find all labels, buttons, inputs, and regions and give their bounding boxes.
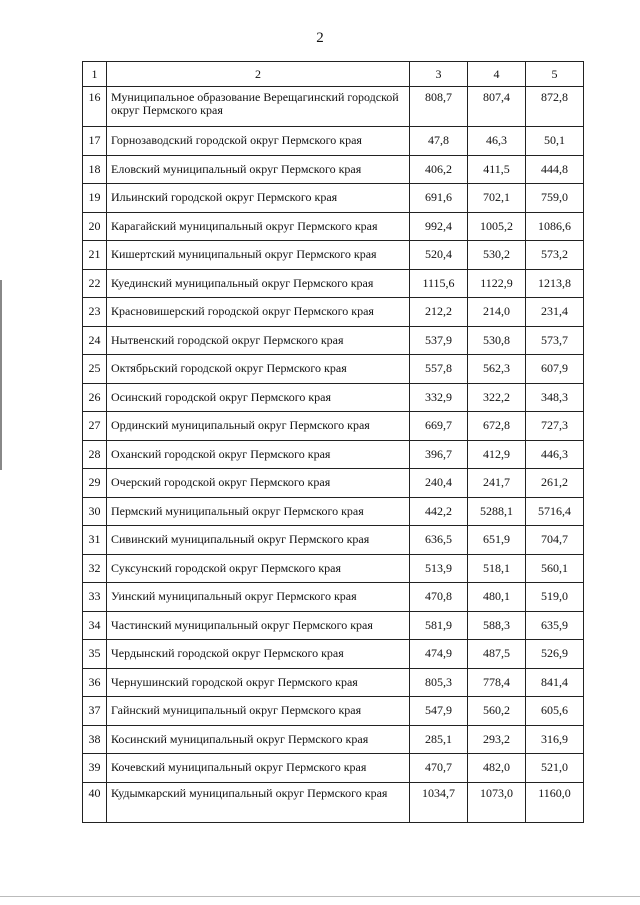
- table-row: [83, 440, 584, 469]
- table-row: [83, 87, 584, 127]
- row-value-col3: 808,7: [410, 87, 468, 127]
- row-value-col5: 444,8: [526, 155, 584, 184]
- row-number: 19: [83, 184, 107, 213]
- row-value-col4: 562,3: [468, 355, 526, 384]
- row-value-col5: 560,1: [526, 554, 584, 583]
- page-number: 2: [316, 30, 324, 46]
- row-name: Карагайский муниципальный округ Пермского края: [107, 212, 410, 241]
- row-name: Оханский городской округ Пермского края: [107, 440, 410, 469]
- row-value-col3: 470,7: [410, 754, 468, 783]
- row-value-col4: 702,1: [468, 184, 526, 213]
- row-value-col3: 992,4: [410, 212, 468, 241]
- row-value-col4: 560,2: [468, 697, 526, 726]
- row-value-col4: 487,5: [468, 640, 526, 669]
- row-value-col4: 672,8: [468, 412, 526, 441]
- row-name: Ординский муниципальный округ Пермского края: [107, 412, 410, 441]
- table-row: [83, 782, 584, 822]
- table-row: [83, 754, 584, 783]
- row-value-col4: 1005,2: [468, 212, 526, 241]
- row-name: Кочевский муниципальный округ Пермского края: [107, 754, 410, 783]
- row-value-col3: 547,9: [410, 697, 468, 726]
- row-name: Куединский муниципальный округ Пермского края: [107, 269, 410, 298]
- row-number: 16: [83, 87, 107, 127]
- row-value-col4: 778,4: [468, 668, 526, 697]
- table-row: [83, 241, 584, 270]
- row-number: 33: [83, 583, 107, 612]
- row-number: 39: [83, 754, 107, 783]
- header-col-1: 1: [83, 62, 107, 87]
- row-value-col5: 1213,8: [526, 269, 584, 298]
- table-body: [83, 87, 584, 823]
- row-value-col3: 537,9: [410, 326, 468, 355]
- row-value-col5: 573,7: [526, 326, 584, 355]
- row-value-col3: 470,8: [410, 583, 468, 612]
- row-name: Осинский городской округ Пермского края: [107, 383, 410, 412]
- row-value-col4: 651,9: [468, 526, 526, 555]
- row-value-col5: 50,1: [526, 127, 584, 156]
- row-name: Гайнский муниципальный округ Пермского края: [107, 697, 410, 726]
- page-bottom-edge: [0, 896, 640, 897]
- row-number: 26: [83, 383, 107, 412]
- row-number: 38: [83, 725, 107, 754]
- row-value-col4: 322,2: [468, 383, 526, 412]
- table-row: [83, 697, 584, 726]
- row-value-col5: 5716,4: [526, 497, 584, 526]
- row-value-col5: 704,7: [526, 526, 584, 555]
- table-row: [83, 725, 584, 754]
- row-name: Кишертский муниципальный округ Пермского края: [107, 241, 410, 270]
- row-value-col3: 520,4: [410, 241, 468, 270]
- table-row: [83, 611, 584, 640]
- row-name: Нытвенский городской округ Пермского края: [107, 326, 410, 355]
- row-value-col4: 293,2: [468, 725, 526, 754]
- row-value-col3: 581,9: [410, 611, 468, 640]
- table-row: [83, 355, 584, 384]
- row-number: 22: [83, 269, 107, 298]
- row-value-col4: 1122,9: [468, 269, 526, 298]
- row-value-col3: 691,6: [410, 184, 468, 213]
- row-value-col5: 316,9: [526, 725, 584, 754]
- row-name: Сивинский муниципальный округ Пермского края: [107, 526, 410, 555]
- row-value-col3: 513,9: [410, 554, 468, 583]
- row-value-col3: 442,2: [410, 497, 468, 526]
- row-value-col3: 47,8: [410, 127, 468, 156]
- row-value-col5: 519,0: [526, 583, 584, 612]
- row-number: 34: [83, 611, 107, 640]
- row-value-col5: 872,8: [526, 87, 584, 127]
- row-value-col4: 530,2: [468, 241, 526, 270]
- row-value-col4: 480,1: [468, 583, 526, 612]
- row-value-col5: 348,3: [526, 383, 584, 412]
- row-number: 18: [83, 155, 107, 184]
- row-value-col5: 605,6: [526, 697, 584, 726]
- row-name: Чернушинский городской округ Пермского края: [107, 668, 410, 697]
- row-value-col5: 573,2: [526, 241, 584, 270]
- row-number: 21: [83, 241, 107, 270]
- row-value-col5: 759,0: [526, 184, 584, 213]
- table-row: [83, 497, 584, 526]
- row-value-col3: 406,2: [410, 155, 468, 184]
- row-value-col3: 332,9: [410, 383, 468, 412]
- header-col-4: 4: [468, 62, 526, 87]
- row-value-col4: 214,0: [468, 298, 526, 327]
- table-row: [83, 583, 584, 612]
- row-name: Кудымкарский муниципальный округ Пермского края: [107, 782, 410, 822]
- header-col-2: 2: [107, 62, 410, 87]
- row-value-col3: 396,7: [410, 440, 468, 469]
- row-value-col3: 240,4: [410, 469, 468, 498]
- row-value-col3: 805,3: [410, 668, 468, 697]
- row-value-col4: 807,4: [468, 87, 526, 127]
- header-col-3: 3: [410, 62, 468, 87]
- row-name: Частинский муниципальный округ Пермского края: [107, 611, 410, 640]
- row-name: Еловский муниципальный округ Пермского края: [107, 155, 410, 184]
- row-number: 28: [83, 440, 107, 469]
- row-value-col4: 1073,0: [468, 782, 526, 822]
- row-name: Муниципальное образование Верещагинский городской округ Пермского края: [107, 87, 410, 127]
- row-value-col5: 1086,6: [526, 212, 584, 241]
- row-name: Красновишерский городской округ Пермского края: [107, 298, 410, 327]
- row-number: 20: [83, 212, 107, 241]
- row-value-col5: 446,3: [526, 440, 584, 469]
- header-row: [83, 62, 584, 87]
- row-value-col4: 411,5: [468, 155, 526, 184]
- row-value-col3: 557,8: [410, 355, 468, 384]
- table-row: [83, 127, 584, 156]
- row-number: 32: [83, 554, 107, 583]
- data-table: [82, 61, 584, 823]
- table-row: [83, 554, 584, 583]
- row-value-col4: 482,0: [468, 754, 526, 783]
- row-number: 27: [83, 412, 107, 441]
- row-value-col5: 521,0: [526, 754, 584, 783]
- scan-margin-line: [0, 280, 2, 470]
- row-name: Горнозаводский городской округ Пермского края: [107, 127, 410, 156]
- row-number: 31: [83, 526, 107, 555]
- row-value-col5: 231,4: [526, 298, 584, 327]
- row-number: 30: [83, 497, 107, 526]
- row-value-col4: 412,9: [468, 440, 526, 469]
- row-number: 35: [83, 640, 107, 669]
- row-name: Суксунский городской округ Пермского края: [107, 554, 410, 583]
- row-value-col4: 241,7: [468, 469, 526, 498]
- row-value-col3: 669,7: [410, 412, 468, 441]
- row-number: 36: [83, 668, 107, 697]
- row-name: Пермский муниципальный округ Пермского края: [107, 497, 410, 526]
- table-row: [83, 668, 584, 697]
- row-number: 17: [83, 127, 107, 156]
- row-value-col3: 1115,6: [410, 269, 468, 298]
- table-row: [83, 155, 584, 184]
- row-value-col5: 261,2: [526, 469, 584, 498]
- row-value-col3: 474,9: [410, 640, 468, 669]
- row-number: 25: [83, 355, 107, 384]
- row-value-col4: 518,1: [468, 554, 526, 583]
- table-row: [83, 269, 584, 298]
- row-value-col4: 530,8: [468, 326, 526, 355]
- row-value-col5: 526,9: [526, 640, 584, 669]
- table-header: [83, 62, 584, 87]
- row-value-col5: 1160,0: [526, 782, 584, 822]
- row-name: Косинский муниципальный округ Пермского края: [107, 725, 410, 754]
- row-number: 37: [83, 697, 107, 726]
- row-name: Уинский муниципальный округ Пермского края: [107, 583, 410, 612]
- row-value-col5: 727,3: [526, 412, 584, 441]
- table-row: [83, 640, 584, 669]
- row-value-col5: 635,9: [526, 611, 584, 640]
- row-name: Очерский городской округ Пермского края: [107, 469, 410, 498]
- row-value-col5: 841,4: [526, 668, 584, 697]
- table-row: [83, 526, 584, 555]
- row-value-col4: 46,3: [468, 127, 526, 156]
- row-number: 40: [83, 782, 107, 822]
- header-col-5: 5: [526, 62, 584, 87]
- table-row: [83, 298, 584, 327]
- row-name: Октябрьский городской округ Пермского края: [107, 355, 410, 384]
- row-name: Ильинский городской округ Пермского края: [107, 184, 410, 213]
- row-value-col3: 285,1: [410, 725, 468, 754]
- row-value-col3: 636,5: [410, 526, 468, 555]
- row-value-col3: 212,2: [410, 298, 468, 327]
- row-number: 24: [83, 326, 107, 355]
- row-value-col4: 588,3: [468, 611, 526, 640]
- row-value-col4: 5288,1: [468, 497, 526, 526]
- row-value-col5: 607,9: [526, 355, 584, 384]
- table-row: [83, 184, 584, 213]
- table-row: [83, 326, 584, 355]
- row-value-col3: 1034,7: [410, 782, 468, 822]
- table-row: [83, 412, 584, 441]
- table-row: [83, 383, 584, 412]
- row-number: 29: [83, 469, 107, 498]
- row-number: 23: [83, 298, 107, 327]
- table-row: [83, 469, 584, 498]
- row-name: Чердынский городской округ Пермского края: [107, 640, 410, 669]
- table-row: [83, 212, 584, 241]
